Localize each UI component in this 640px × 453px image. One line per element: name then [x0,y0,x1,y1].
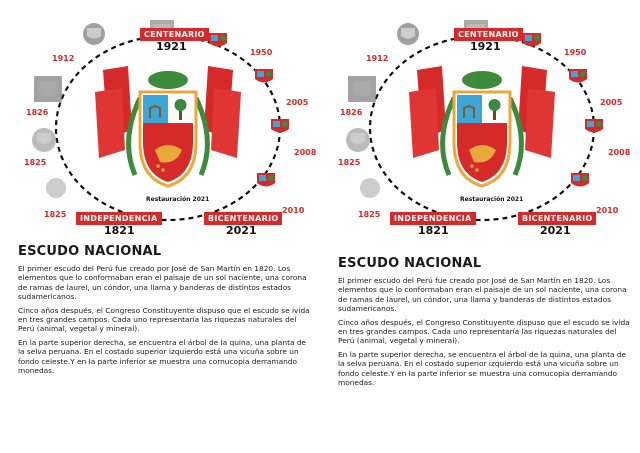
emblem-timeline-right [320,0,640,240]
emblem-timeline [0,0,320,240]
article-title: ESCUDO NACIONAL [338,256,482,271]
year-1950: 1950 [250,48,273,57]
emblem-2005 [569,69,587,83]
emblem-2005 [255,69,273,83]
article-paragraph-3: En la parte superior derecha, se encuentra el árbol de la quina, una planta de la selva peruana. En el costado superior izquierdo está una vicuña sobre un fondo celeste.Y en la parte inferior se muestra una cornucopia derramando monedas. [18,337,307,376]
year-1825: 1825 [24,158,47,167]
label-centenario: CENTENARIO [140,28,209,41]
year-1912: 1912 [366,54,389,63]
year-1825: 1825 [338,158,361,167]
emblem-2008 [271,119,289,133]
year-1825-b: 1825 [358,210,381,219]
emblem-1825 [346,128,370,152]
article-left [18,244,310,379]
article-right [338,256,630,391]
emblem-2008 [585,119,603,133]
emblem-1825 [32,128,56,152]
emblem-1825b [360,178,380,198]
year-1826: 1826 [340,108,363,117]
year-2005: 2005 [286,98,309,107]
emblem-1825b [46,178,66,198]
year-1825-b: 1825 [44,210,67,219]
emblem-2010 [257,173,275,187]
restoration-caption: Restauración 2021 [146,196,210,203]
label-independencia: INDEPENDENCIA [390,212,476,225]
emblem-1950 [523,33,541,47]
label-centenario: CENTENARIO [454,28,523,41]
label-bicentenario: BICENTENARIO [204,212,282,225]
year-1912: 1912 [52,54,75,63]
central-coat-of-arms [95,66,241,186]
year-2021: 2021 [226,224,257,237]
year-2008: 2008 [294,148,317,157]
label-bicentenario: BICENTENARIO [518,212,596,225]
year-1921: 1921 [156,40,187,53]
emblem-2010 [571,173,589,187]
article-paragraph-2: Cinco años después, el Congreso Constituyente dispuso que el escudo se ivida en tres grandes campos. Cada uno representaría las riquezas naturales del Perú (animal, vegetal y mineral). [338,317,630,346]
central-coat-of-arms [409,66,555,186]
emblem-1950 [209,33,227,47]
year-1950: 1950 [564,48,587,57]
year-1821: 1821 [104,224,135,237]
article-paragraph-1: El primer escudo del Perú fue creado por José de San Martín en 1820. Los elementos que lo conformaban eran el paisaje de un sol naciente, una corona de ramas de laurel, un cóndor, una llama y banderas de distintos estados sudamericanos. [18,264,307,302]
year-1821: 1821 [418,224,449,237]
year-2010: 2010 [282,206,305,215]
year-2021: 2021 [540,224,571,237]
label-independencia: INDEPENDENCIA [76,212,162,225]
article-title: ESCUDO NACIONAL [18,244,162,259]
year-2010: 2010 [596,206,619,215]
emblem-1912 [83,23,105,45]
panel-right [320,0,640,453]
emblem-1826 [34,76,62,102]
restoration-caption: Restauración 2021 [460,196,524,203]
year-2005: 2005 [600,98,623,107]
year-1826: 1826 [26,108,49,117]
article-paragraph-3: En la parte superior derecha, se encuentra el árbol de la quina, una planta de la selva peruana. En el costado superior izquierdo está una vicuña sobre un fondo celeste.Y en la parte inferior se muestra una cornucopia derramando monedas. [338,349,627,388]
article-paragraph-1: El primer escudo del Perú fue creado por José de San Martín en 1820. Los elementos que lo conformaban eran el paisaje de un sol naciente, una corona de ramas de laurel, un cóndor, una llama y banderas de distintos estados sudamericanos. [338,276,627,314]
article-paragraph-2: Cinco años después, el Congreso Constituyente dispuso que el escudo se ivida en tres grandes campos. Cada uno representaría las riquezas naturales del Perú (animal, vegetal y mineral). [18,305,310,334]
year-2008: 2008 [608,148,631,157]
emblem-1912 [397,23,419,45]
year-1921: 1921 [470,40,501,53]
emblem-1826 [348,76,376,102]
